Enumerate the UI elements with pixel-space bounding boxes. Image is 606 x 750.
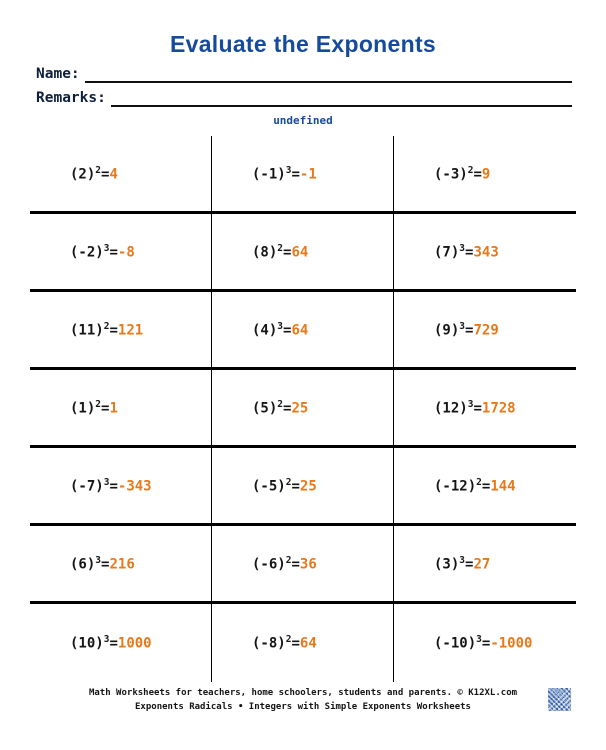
problem-exponent: 2 (277, 242, 284, 254)
equals-sign: = (291, 478, 300, 495)
problem-cell (394, 604, 576, 682)
problem-base: (4) (252, 322, 278, 339)
problem-answer: -1000 (490, 635, 533, 652)
problem-answer: 25 (291, 400, 309, 417)
problem-base: (-7) (70, 478, 104, 495)
problem-cell (212, 370, 394, 448)
problem-answer: 121 (117, 322, 144, 339)
problem-exponent: 3 (459, 320, 466, 332)
problem-cell (30, 604, 212, 682)
equals-sign: = (283, 400, 292, 417)
problem-expression (70, 477, 152, 495)
name-blank-line (85, 66, 572, 83)
problem-answer: -8 (117, 244, 135, 261)
problem-cell (394, 448, 576, 526)
problem-answer: 25 (299, 478, 317, 495)
problem-answer: 1 (109, 400, 118, 417)
problem-expression (70, 634, 152, 652)
problem-base: (-3) (434, 166, 468, 183)
name-label: Name: (36, 66, 80, 82)
equals-sign: = (101, 400, 110, 417)
problem-base: (-1) (252, 166, 286, 183)
problem-expression (252, 243, 308, 261)
problem-expression (434, 634, 532, 652)
problem-base: (7) (434, 244, 460, 261)
name-row (36, 66, 572, 83)
problem-answer: 64 (291, 322, 309, 339)
problem-cell (212, 136, 394, 214)
problem-answer: 216 (109, 556, 135, 573)
problem-cell (212, 214, 394, 292)
problem-cell (30, 370, 212, 448)
problem-base: (-6) (252, 556, 286, 573)
problem-cell (30, 292, 212, 370)
problem-answer: 9 (481, 166, 491, 183)
problem-expression (434, 477, 516, 495)
problem-cell (30, 214, 212, 292)
problem-answer: 144 (490, 478, 516, 495)
problem-answer: 27 (473, 556, 491, 573)
problem-base: (-2) (70, 244, 104, 261)
remarks-row (36, 90, 572, 107)
problem-cell (394, 136, 576, 214)
problem-expression (252, 399, 308, 417)
problem-answer: -343 (117, 478, 152, 495)
problem-exponent: 3 (459, 242, 466, 254)
problem-exponent: 2 (285, 554, 292, 566)
problem-expression (252, 165, 317, 183)
problem-cell (30, 136, 212, 214)
problem-cell (394, 526, 576, 604)
problem-cell (30, 448, 212, 526)
problem-exponent: 3 (467, 398, 474, 410)
problem-cell (394, 292, 576, 370)
problem-expression (252, 321, 308, 339)
page-title: Evaluate the Exponents (169, 31, 437, 57)
problem-expression (252, 477, 317, 495)
problem-exponent: 2 (467, 164, 474, 176)
problem-cell (394, 370, 576, 448)
problem-exponent: 2 (285, 476, 292, 488)
problem-exponent: 3 (103, 242, 110, 254)
problem-answer: 64 (299, 635, 317, 652)
equals-sign: = (465, 322, 474, 339)
problem-cell (212, 604, 394, 682)
problem-cell (212, 448, 394, 526)
equals-sign: = (473, 166, 482, 183)
equals-sign: = (465, 244, 474, 261)
problem-exponent: 2 (277, 398, 284, 410)
problem-answer: 1000 (117, 635, 152, 652)
remarks-blank-line (111, 90, 572, 107)
problem-expression (434, 243, 499, 261)
problem-answer: -1 (299, 166, 317, 183)
problem-answer: 1728 (481, 400, 516, 417)
problem-grid (30, 136, 576, 682)
problem-cell (30, 526, 212, 604)
problem-exponent: 2 (103, 320, 110, 332)
problem-base: (3) (434, 556, 460, 573)
problem-exponent: 2 (476, 476, 482, 488)
problem-base: (1) (70, 400, 96, 417)
problem-expression (70, 165, 118, 183)
equals-sign: = (283, 244, 292, 261)
problem-base: (10) (70, 635, 104, 652)
problem-exponent: 3 (103, 634, 110, 646)
problem-base: (-10) (434, 635, 477, 652)
problem-cell (212, 526, 394, 604)
footer-line2: Exponents Radicals • Integers with Simple Exponents Worksheets (135, 701, 471, 712)
problem-exponent: 3 (476, 634, 482, 646)
problem-expression (70, 399, 118, 417)
footer-line1: Math Worksheets for teachers, home schoolers, students and parents. © K12XL.com (88, 688, 518, 698)
problem-answer: 64 (291, 244, 309, 261)
problem-expression (252, 634, 317, 652)
problem-expression (70, 555, 135, 573)
worksheet-subtitle: undefined (273, 114, 333, 127)
footer (0, 687, 606, 714)
equals-sign: = (101, 166, 110, 183)
equals-sign: = (101, 556, 110, 573)
equals-sign: = (109, 322, 118, 339)
problem-expression (434, 555, 490, 573)
problem-exponent: 3 (277, 320, 284, 332)
problem-expression (70, 321, 143, 339)
equals-sign: = (283, 322, 292, 339)
problem-base: (6) (70, 556, 96, 573)
problem-base: (2) (70, 166, 96, 183)
equals-sign: = (109, 244, 118, 261)
equals-sign: = (473, 400, 482, 417)
problem-exponent: 2 (285, 634, 292, 646)
equals-sign: = (465, 556, 474, 573)
equals-sign: = (109, 635, 118, 652)
problem-base: (-12) (434, 478, 477, 495)
problem-exponent: 3 (95, 554, 102, 566)
problem-base: (-8) (252, 635, 286, 652)
problem-expression (434, 165, 490, 183)
problem-exponent: 3 (103, 476, 110, 488)
problem-base: (8) (252, 244, 278, 261)
problem-answer: 729 (473, 322, 499, 339)
problem-exponent: 2 (95, 164, 102, 176)
problem-cell (394, 214, 576, 292)
problem-cell (212, 292, 394, 370)
problem-answer: 4 (109, 166, 118, 183)
problem-expression (252, 555, 317, 573)
problem-exponent: 3 (459, 554, 466, 566)
problem-expression (70, 243, 135, 261)
problem-answer: 343 (473, 244, 499, 261)
equals-sign: = (291, 556, 300, 573)
problem-base: (-5) (252, 478, 286, 495)
equals-sign: = (291, 166, 300, 183)
remarks-label: Remarks: (36, 90, 106, 106)
problem-expression (434, 321, 499, 339)
problem-answer: 36 (299, 556, 317, 573)
equals-sign: = (481, 478, 491, 495)
equals-sign: = (291, 635, 300, 652)
problem-base: (9) (434, 322, 460, 339)
problem-base: (5) (252, 400, 278, 417)
problem-base: (11) (70, 322, 104, 339)
equals-sign: = (481, 635, 491, 652)
equals-sign: = (109, 478, 118, 495)
problem-exponent: 2 (95, 398, 102, 410)
k12xl-pixel-logo-icon (548, 688, 571, 711)
problem-base: (12) (434, 400, 468, 417)
problem-exponent: 3 (285, 164, 292, 176)
problem-expression (434, 399, 516, 417)
